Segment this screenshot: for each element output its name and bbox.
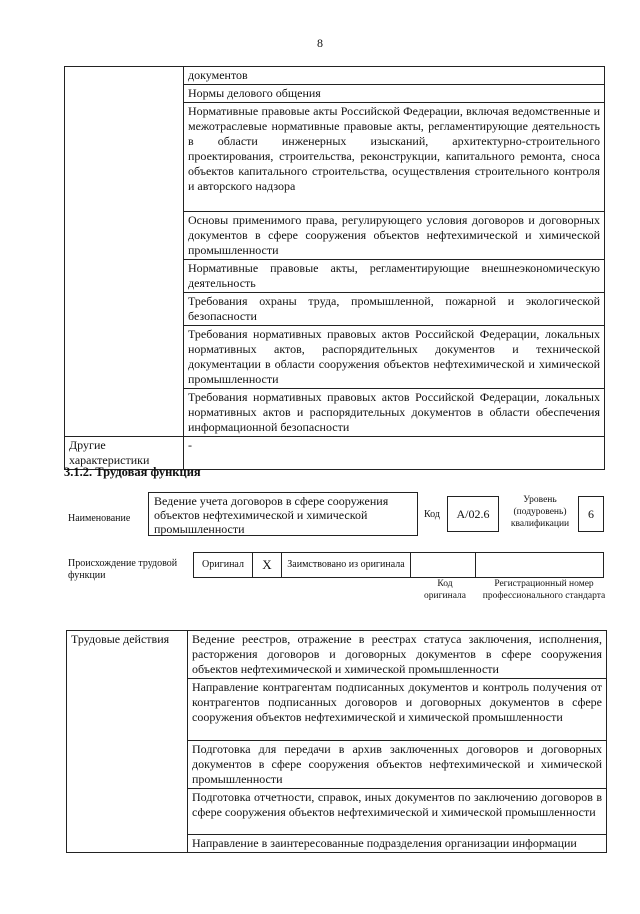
original-mark-box [252,552,282,578]
labor-action-row: Подготовка отчетности, справок, иных документов по заключению договоров в сфере сооружения объектов нефтехимической и химической промышленности [188,789,607,835]
knowledge-label-cell [65,67,184,437]
other-characteristics-value: - [184,437,605,470]
function-name-value: Ведение учета договоров в сфере сооружения объектов нефтехимической и химической промышленности [154,494,389,536]
labor-actions-label: Трудовые действия [67,631,188,853]
original-label: Оригинал [202,559,244,570]
code-label: Код [424,509,440,520]
level-box [578,496,604,532]
knowledge-row: Нормативные правовые акты, регламентирующие внешнеэкономическую деятельность [184,260,605,293]
other-characteristics-label: Другие характеристики [65,437,184,470]
borrowed-label: Заимствовано из оригинала [287,559,405,570]
knowledge-row: Нормы делового общения [184,85,605,103]
original-box [193,552,253,578]
origin-label: Происхождение трудовой функции [68,558,178,581]
knowledge-row: Требования охраны труда, промышленной, пожарной и экологической безопасности [184,293,605,326]
knowledge-row: документов [184,67,605,85]
original-code-caption: Код оригинала [424,579,466,601]
page-number: 8 [317,36,323,50]
code-value: А/02.6 [456,506,490,521]
labor-action-row: Направление контрагентам подписанных документов и контроль получения от контрагентов подписанных договоров и договорных документов в сфере сооружения объектов нефтехимической и химической промышленности [188,679,607,741]
labor-actions-table [66,630,607,853]
section-heading: 3.1.2. Трудовая функция [64,465,201,479]
knowledge-table [64,66,605,470]
level-value: 6 [588,506,594,521]
labor-action-row: Ведение реестров, отражение в реестрах статуса заключения, исполнения, расторжения договоров и договорных документов в сфере сооружения объектов нефтехимической и химической промышленности [188,631,607,679]
original-code-box [410,552,476,578]
knowledge-row: Требования нормативных правовых актов Российской Федерации, локальных нормативных актов и распорядительных документов в области обеспечения информационной безопасности [184,389,605,437]
registration-number-box [475,552,604,578]
name-label: Наименование [68,513,131,524]
labor-action-row: Подготовка для передачи в архив заключенных договоров и договорных документов в сфере сооружения объектов нефтехимической и химической промышленности [188,741,607,789]
labor-action-row: Направление в заинтересованные подразделения организации информации [188,835,607,853]
code-box [447,496,499,532]
function-name-box [148,492,418,536]
borrowed-box [281,552,411,578]
knowledge-row: Основы применимого права, регулирующего условия договоров и договорных документов в сфере сооружения объектов нефтехимической и химической промышленности [184,212,605,260]
knowledge-row: Нормативные правовые акты Российской Федерации, включая ведомственные и межотраслевые нормативные правовые акты, регламентирующие деятельность в области инженерных изысканий, архитектурно-строительного проектирования, строительства, реконструкции, капитального ремонта, сноса объектов капитального строительства, осуществления строительного контроля и авторского надзора [184,103,605,212]
original-mark: X [262,557,272,572]
level-label: Уровень (подуровень) квалификации [510,495,570,529]
registration-number-caption: Регистрационный номер профессионального стандарта [482,579,606,601]
knowledge-row: Требования нормативных правовых актов Российской Федерации, локальных нормативных актов, распорядительных документов и технической документации в области сооружения объектов нефтехимической и химической промышленности [184,326,605,389]
